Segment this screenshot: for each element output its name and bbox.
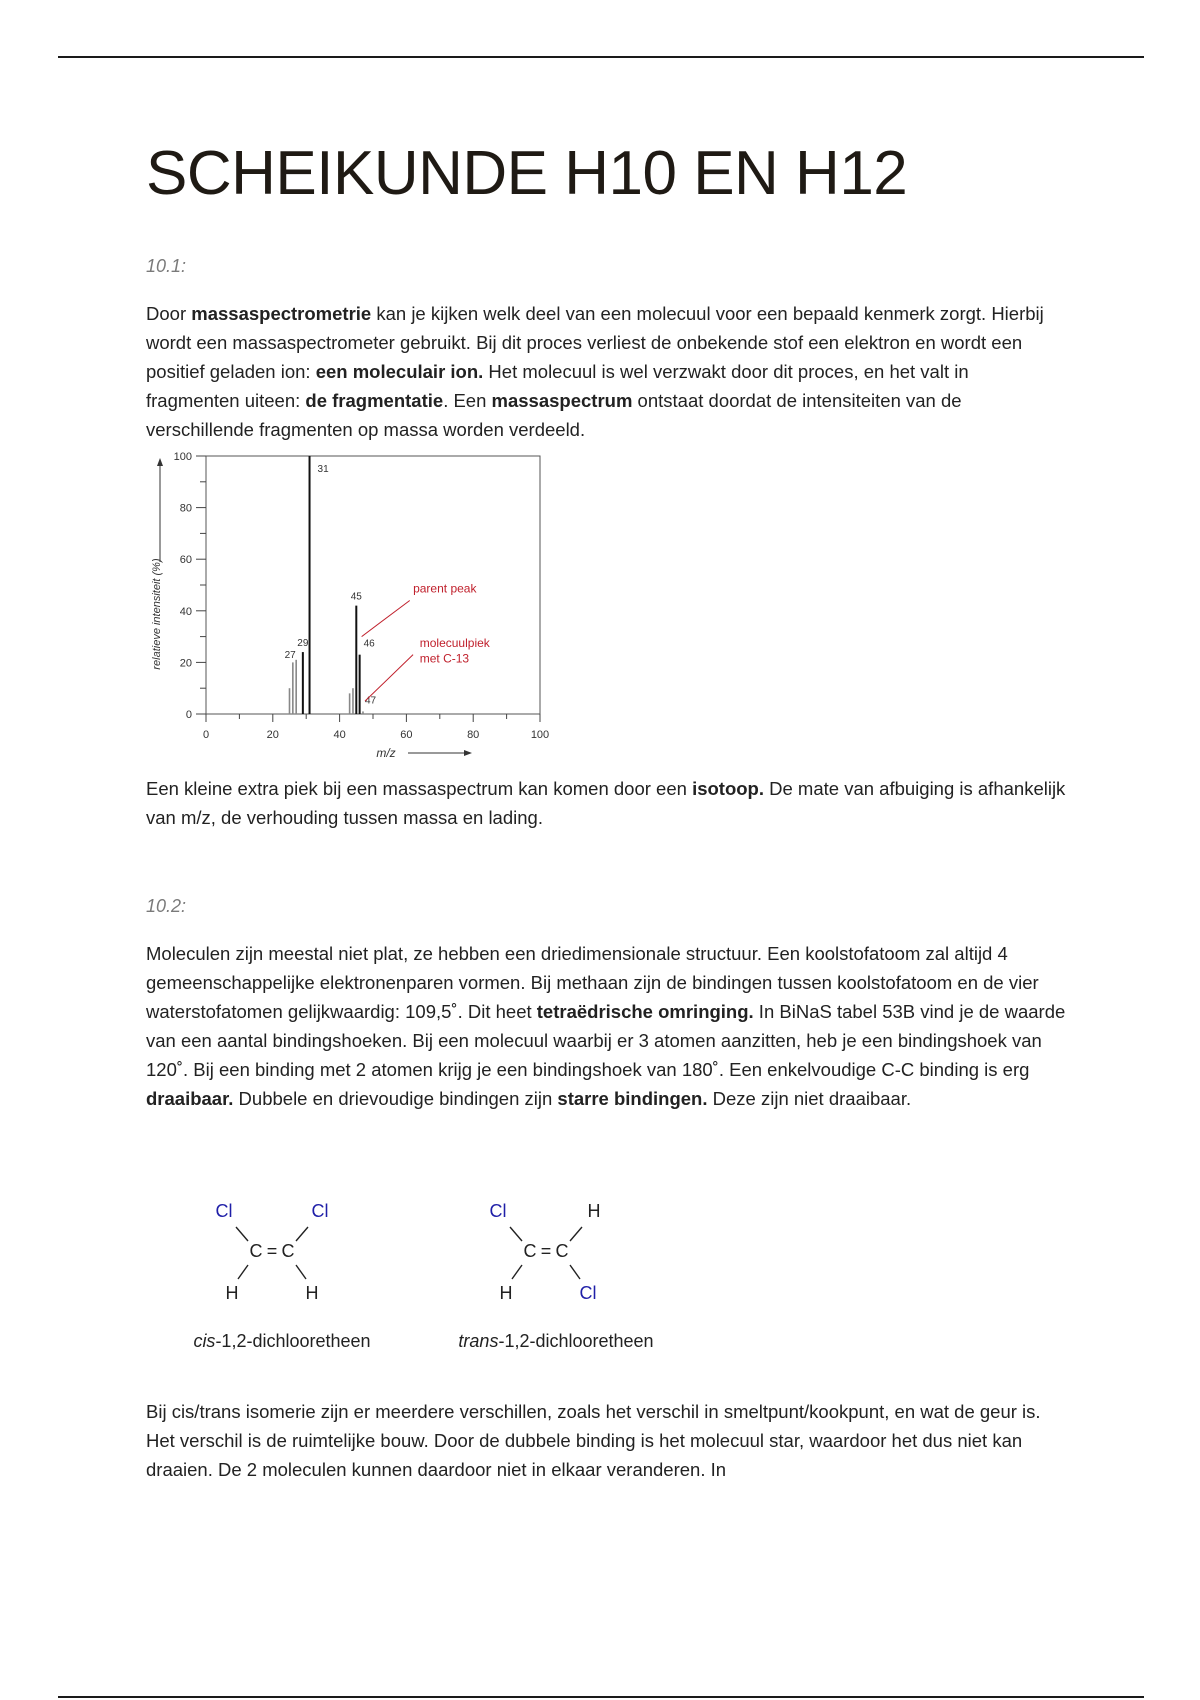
section-heading-10-2: 10.2: bbox=[146, 896, 187, 917]
bond-line bbox=[510, 1227, 522, 1241]
atom-c: C bbox=[555, 1241, 569, 1262]
annotation-line bbox=[362, 601, 410, 637]
mass-spectrum-svg bbox=[146, 444, 586, 774]
bond-line bbox=[570, 1265, 580, 1279]
bond-line bbox=[296, 1227, 308, 1241]
atom-h: H bbox=[225, 1283, 239, 1304]
y-tick-label: 0 bbox=[185, 709, 192, 722]
plot-frame bbox=[206, 456, 540, 714]
paragraph-isotoop: Een kleine extra piek bij een massaspectrum kan komen door een isotoop. De mate van afbuiging is afhankelijk van m/z, de verhouding tussen massa en lading. bbox=[146, 778, 1066, 829]
cis-trans-figure bbox=[146, 1193, 1066, 1363]
section-heading-10-1: 10.1: bbox=[146, 256, 187, 277]
peak-label: 29 bbox=[297, 638, 309, 650]
atom-h: H bbox=[587, 1201, 601, 1222]
double-bond: = bbox=[540, 1241, 552, 1262]
x-axis-arrowhead bbox=[464, 750, 472, 756]
atom-cl: Cl bbox=[215, 1201, 233, 1222]
mass-spectrum-chart bbox=[146, 444, 586, 774]
y-axis-label: relatieve intensiteit (%) bbox=[151, 558, 163, 670]
peak-label: 27 bbox=[284, 650, 296, 662]
peak-label: 45 bbox=[350, 591, 362, 603]
trans-molecule bbox=[446, 1193, 666, 1363]
y-tick-label: 20 bbox=[179, 657, 192, 670]
cis-caption: cis-1,2-dichlooretheen bbox=[193, 1331, 371, 1352]
peak-label: 31 bbox=[317, 464, 329, 476]
x-tick-label: 40 bbox=[333, 729, 346, 742]
document-body bbox=[146, 140, 1066, 1484]
annotation-met-c13: met C-13 bbox=[419, 651, 470, 666]
cis-molecule bbox=[172, 1193, 392, 1363]
atom-c: C bbox=[249, 1241, 263, 1262]
annotation-molecuulpiek: molecuulpiek bbox=[419, 636, 490, 651]
bond-line bbox=[296, 1265, 306, 1279]
y-tick-label: 80 bbox=[179, 502, 192, 515]
atom-h: H bbox=[499, 1283, 513, 1304]
y-axis-arrowhead bbox=[157, 458, 163, 466]
x-axis-label: m/z bbox=[376, 746, 396, 761]
paragraph-massaspectrometrie: Door massaspectrometrie kan je kijken welk deel van een molecuul voor een bepaald kenmerk zorgt. Hierbij wordt een massaspectrometer gebruikt. Bij dit proces verliest de onbekende stof een elektron en wordt een positief geladen ion: een moleculair ion. Het molecuul is wel verzwakt door dit proces, en het valt in fragmenten uiteen: de fragmentatie. Een massaspectrum ontstaat doordat de intensiteiten van de verschillende fragmenten op massa worden verdeeld. bbox=[146, 303, 1044, 441]
top-rule bbox=[58, 56, 1144, 58]
atom-c: C bbox=[523, 1241, 537, 1262]
y-tick-label: 40 bbox=[179, 605, 192, 618]
y-tick-label: 60 bbox=[179, 554, 192, 567]
x-tick-label: 0 bbox=[202, 729, 210, 742]
atom-cl: Cl bbox=[579, 1283, 597, 1304]
bottom-rule bbox=[58, 1696, 1144, 1698]
page-title: SCHEIKUNDE H10 EN H12 bbox=[146, 139, 908, 208]
annotation-parent-peak: parent peak bbox=[413, 581, 477, 596]
x-tick-label: 60 bbox=[400, 729, 413, 742]
peak-label: 47 bbox=[364, 695, 377, 707]
atom-cl: Cl bbox=[489, 1201, 507, 1222]
atom-c: C bbox=[281, 1241, 295, 1262]
x-tick-label: 100 bbox=[530, 729, 550, 742]
double-bond: = bbox=[266, 1241, 278, 1262]
peak-label: 46 bbox=[363, 638, 375, 650]
bond-line bbox=[238, 1265, 248, 1279]
bond-line bbox=[236, 1227, 248, 1241]
annotation-line bbox=[365, 655, 413, 701]
atom-h: H bbox=[305, 1283, 319, 1304]
trans-caption: trans-1,2-dichlooretheen bbox=[458, 1331, 654, 1352]
x-tick-label: 20 bbox=[266, 729, 279, 742]
y-tick-label: 100 bbox=[173, 451, 192, 464]
paragraph-ruimtelijke-bouw: Moleculen zijn meestal niet plat, ze hebben een driedimensionale structuur. Een koolstofatoom zal altijd 4 gemeenschappelijke elektronenparen vormen. Bij methaan zijn de bindingen tussen koolstofatoom en de vier waterstofatomen gelijkwaardig: 109,5˚. Dit heet tetraëdrische omringing. In BiNaS tabel 53B vind je de waarde van een aantal bindingshoeken. Bij een molecuul waarbij er 3 atomen aanzitten, heb je een bindingshoek van 120˚. Bij een binding met 2 atomen krijg je een bindingshoek van 180˚. Een enkelvoudige C-C binding is erg draaibaar. Dubbele en drievoudige bindingen zijn starre bindingen. Deze zijn niet draaibaar. bbox=[146, 943, 1066, 1110]
bond-line bbox=[512, 1265, 522, 1279]
paragraph-cis-trans: Bij cis/trans isomerie zijn er meerdere verschillen, zoals het verschil in smeltpunt/kookpunt, en wat de geur is. Het verschil is de ruimtelijke bouw. Door de dubbele binding is het molecuul star, waardoor het dus niet kan draaien. De 2 moleculen kunnen daardoor niet in elkaar veranderen. In bbox=[146, 1401, 1041, 1481]
x-tick-label: 80 bbox=[467, 729, 480, 742]
atom-cl: Cl bbox=[311, 1201, 329, 1222]
bond-line bbox=[570, 1227, 582, 1241]
